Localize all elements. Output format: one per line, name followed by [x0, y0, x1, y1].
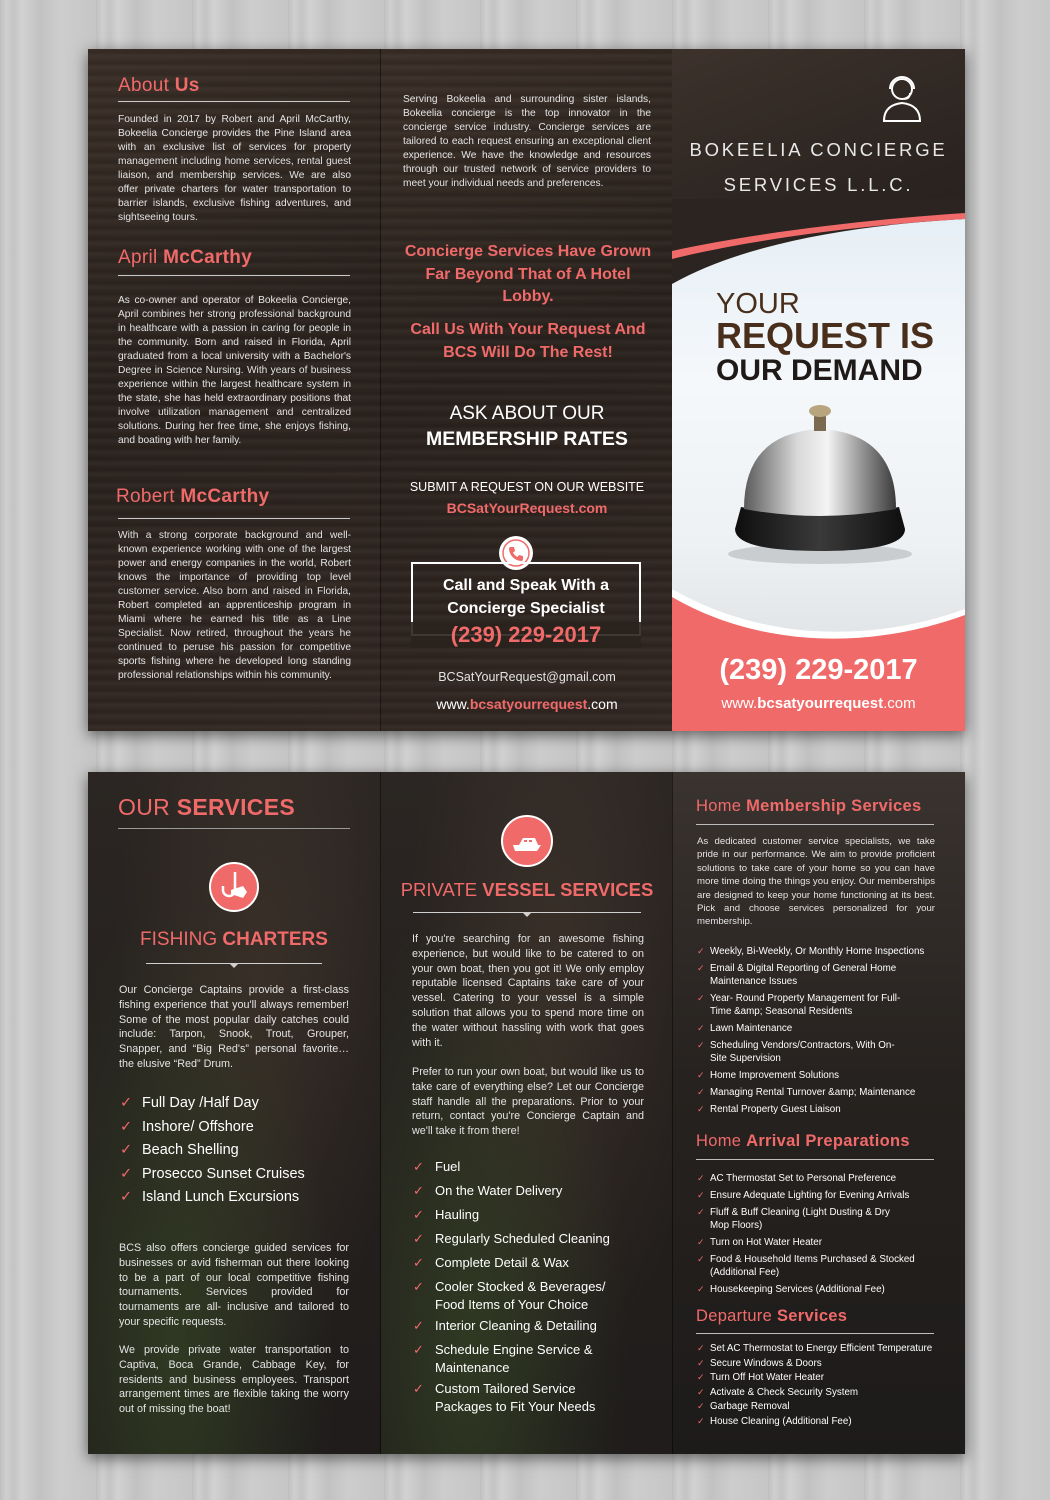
checkmark-icon: ✓: [413, 1255, 424, 1270]
headline-your: YOUR: [716, 288, 800, 320]
tagline-2: Call Us With Your Request And BCS Will Do The Rest!: [410, 321, 646, 361]
arrival-heading: [696, 1132, 935, 1151]
checkmark-icon: ✓: [697, 1372, 705, 1382]
membership-list-item: [697, 992, 905, 1018]
checkmark-icon: ✓: [413, 1231, 424, 1246]
services-heading-light: OUR: [118, 794, 177, 820]
membership-list-item: [697, 1022, 955, 1035]
vessel-item-text: Fuel: [435, 1159, 461, 1174]
checkmark-icon: ✓: [697, 993, 705, 1003]
fishing-item-text: Beach Shelling: [142, 1142, 239, 1158]
submit-site-link[interactable]: BCSatYourRequest.com: [446, 500, 608, 516]
membership-item-text: Email & Digital Reporting of General Home Maintenance Issues: [710, 963, 897, 987]
checkmark-icon: ✓: [697, 946, 705, 956]
checkmark-icon: ✓: [413, 1207, 424, 1222]
checkmark-icon: ✓: [413, 1342, 424, 1357]
membership-text: As dedicated customer service specialists, we take pride in our performance. We aim to provide proficient solutions to take care of your home so you can have more time doing the things you enjoy. Our memberships are designed to keep your home functioning at its best. Pick and choose services personalized for your membership.: [697, 836, 935, 928]
cover-phone[interactable]: (239) 229-2017: [719, 654, 918, 686]
membership-heading: [696, 797, 935, 816]
april-rule: [118, 275, 350, 276]
middle-phone[interactable]: (239) 229-2017: [411, 622, 641, 648]
fishing-heading: [88, 929, 380, 951]
about-heading-light: About: [118, 75, 175, 96]
checkmark-icon: ✓: [120, 1118, 133, 1135]
concierge-headset-icon: [872, 67, 932, 127]
membership-rates: MEMBERSHIP RATES: [426, 428, 628, 450]
membership-list-item: [697, 1103, 955, 1116]
checkmark-icon: ✓: [120, 1095, 133, 1111]
robert-heading-bold: McCarthy: [180, 486, 270, 507]
departure-rule: [696, 1333, 934, 1334]
fishing-heading-light: FISHING: [140, 929, 223, 950]
membership-item-text: Scheduling Vendors/Contractors, With On-Site Supervision: [710, 1040, 895, 1064]
vessel-list-item: [413, 1182, 653, 1200]
checkmark-icon: ✓: [697, 1207, 705, 1217]
fishing-list-item: [120, 1092, 360, 1116]
vessel-item-text: Hauling: [435, 1207, 480, 1222]
company-name-line2: SERVICES L.L.C.: [723, 174, 914, 195]
services-rule: [118, 828, 350, 829]
departure-list-item: [697, 1400, 959, 1413]
membership-item-text: Managing Rental Turnover &amp; Maintenance: [710, 1087, 916, 1098]
about-panel: [88, 49, 380, 731]
vessel-item-text: Custom Tailored Service Packages to Fit Your Needs: [435, 1381, 596, 1414]
checkmark-icon: ✓: [697, 1237, 705, 1247]
robert-rule: [118, 518, 350, 519]
contact-panel: [380, 49, 672, 731]
arrival-list-item: [697, 1206, 900, 1232]
departure-list-item: [697, 1357, 959, 1370]
membership-item-text: Year- Round Property Management for Full-Time &amp; Seasonal Residents: [710, 993, 901, 1017]
membership-list-item: [697, 1039, 905, 1065]
arrival-list-item: [697, 1189, 955, 1202]
fishing-list: [120, 1092, 360, 1210]
brochure-inside: [88, 772, 965, 1454]
service-bell-image: [720, 399, 920, 569]
fishing-item-text: Island Lunch Excursions: [142, 1189, 300, 1205]
checkmark-icon: ✓: [697, 1070, 705, 1080]
about-heading: [118, 75, 350, 97]
checkmark-icon: ✓: [120, 1165, 133, 1182]
vessel-list-item: [413, 1206, 653, 1224]
fishing-list-item: [120, 1139, 360, 1163]
vessel-list-item: [413, 1380, 635, 1415]
services-heading: [118, 794, 350, 821]
membership-item-text: Weekly, Bi-Weekly, Or Monthly Home Inspections: [710, 946, 925, 957]
checkmark-icon: ✓: [697, 1401, 705, 1411]
vessel-list-item: [413, 1341, 625, 1376]
vessel-item-text: Regularly Scheduled Cleaning: [435, 1231, 610, 1246]
checkmark-icon: ✓: [697, 1357, 705, 1368]
fishing-list-item: [120, 1116, 360, 1140]
departure-item-text: Activate & Check Security System: [710, 1386, 859, 1398]
arrival-item-text: Food & Household Items Purchased & Stocked (Additional Fee): [710, 1254, 915, 1278]
vessel-item-text: Schedule Engine Service & Maintenance: [435, 1342, 593, 1375]
checkmark-icon: ✓: [697, 963, 705, 973]
vessel-heading: [381, 879, 673, 901]
middle-web-prefix: www.: [436, 696, 470, 712]
membership-heading-light: Home: [696, 797, 747, 815]
middle-website-link[interactable]: [381, 696, 673, 712]
robert-heading: [116, 486, 350, 508]
vessel-text-2: Prefer to run your own boat, but would like us to take care of everything else? Let our Concierge staff handle all the preparations. Prior to your return, contact you're Concierge Captain and we'll take it from there!: [412, 1066, 644, 1138]
arrival-list-item: [697, 1236, 955, 1249]
headline-request: REQUEST IS: [716, 315, 935, 356]
tagline-1: Concierge Services Have Grown Far Beyond That of A Hotel Lobby.: [404, 243, 652, 305]
arrival-item-text: Turn on Hot Water Heater: [710, 1237, 822, 1248]
arrival-list: [697, 1172, 955, 1300]
checkmark-icon: ✓: [413, 1159, 424, 1174]
arrival-item-text: Fluff & Buff Cleaning (Light Dusting & Dry Mop Floors): [710, 1207, 890, 1231]
vessel-list: [413, 1158, 653, 1415]
vessel-item-text: Cooler Stocked & Beverages/ Food Items of Your Choice: [435, 1279, 606, 1312]
april-heading-light: April: [118, 247, 164, 268]
checkmark-icon: ✓: [697, 1173, 705, 1183]
checkmark-icon: ✓: [697, 1040, 705, 1050]
checkmark-icon: ✓: [120, 1189, 133, 1205]
departure-heading-bold: Services: [776, 1307, 848, 1325]
departure-list-item: [697, 1371, 959, 1384]
submit-line: SUBMIT A REQUEST ON OUR WEBSITE: [409, 480, 645, 494]
april-heading: [118, 247, 350, 269]
membership-rule: [696, 824, 934, 825]
vessel-item-text: Interior Cleaning & Detailing: [435, 1318, 597, 1333]
checkmark-icon: ✓: [413, 1183, 424, 1198]
fishing-text: Our Concierge Captains provide a first-class fishing experience that you'll always remember! Some of the most popular daily catches could include: Tarpon, Snook, Trout, Grouper, Snapper, and “Big Red's” personal favorite… the elusive “Red” Drum.: [119, 984, 349, 1070]
membership-list-item: [697, 1069, 955, 1082]
fishing-item-text: Full Day /Half Day: [142, 1095, 259, 1111]
departure-heading: [696, 1307, 935, 1326]
checkmark-icon: ✓: [697, 1104, 705, 1114]
cover-web-prefix: www.: [721, 695, 758, 712]
arrival-item-text: Ensure Adequate Lighting for Evening Arrivals: [710, 1190, 910, 1201]
departure-item-text: House Cleaning (Additional Fee): [710, 1415, 852, 1427]
arrival-list-item: [697, 1172, 955, 1185]
services-heading-bold: SERVICES: [176, 794, 296, 820]
vessel-heading-light: PRIVATE: [400, 879, 483, 900]
cover-web-main: bcsatyourrequest: [757, 695, 884, 712]
intro-text: Serving Bokeelia and surrounding sister islands, Bokeelia concierge is the top innovator in the concierge service industry. Concierge services are tailored to each request ensuring an exceptional client experience. We have the knowledge and resources through our trusted network of service providers to meet your individual needs and preferences.: [403, 94, 651, 189]
departure-list-item: [697, 1415, 959, 1428]
transport-text: We provide private water transportation to Captiva, Boca Grande, Cabbage Key, for residents and business employees. Transport arrangement times are flexible taking the worry out of missing the boat!: [119, 1344, 349, 1416]
checkmark-icon: ✓: [413, 1279, 424, 1294]
membership-list: [697, 945, 955, 1120]
robert-text: With a strong corporate background and well-known experience working with one of the largest power and energy companies in the world, Robert knows the importance of providing top level customer service. Also born and raised in Florida, Robert completed an apprenticeship program in Miami where he earned his title as a Line Specialist. Now retired, throughout the years he continued to peruse his passion for competitive sports fishing where he developed long standing professional relationships within his community.: [118, 530, 351, 681]
arrival-heading-light: Home: [696, 1132, 747, 1150]
middle-web-suffix: .com: [587, 696, 618, 712]
robert-heading-light: Robert: [116, 486, 181, 507]
checkmark-icon: ✓: [697, 1023, 705, 1033]
middle-web-main: bcsatyourrequest: [469, 696, 588, 712]
vessel-list-item: [413, 1254, 653, 1272]
membership-item-text: Rental Property Guest Liaison: [710, 1104, 841, 1115]
checkmark-icon: ✓: [120, 1142, 133, 1158]
vessel-list-item: [413, 1317, 653, 1335]
cover-website-link[interactable]: [672, 695, 965, 712]
arrival-list-item: [697, 1283, 955, 1296]
checkmark-icon: ✓: [697, 1386, 705, 1397]
departure-item-text: Garbage Removal: [710, 1401, 790, 1412]
vessel-list-item: [413, 1230, 653, 1248]
ask-line: ASK ABOUT OUR: [449, 403, 605, 424]
membership-list-item: [697, 945, 955, 958]
about-text: Founded in 2017 by Robert and April McCarthy, Bokeelia Concierge provides the Pine Island area with an exclusive list of services for property management including home services, rental guest liaison, and membership services. We are also offer private charters for water transportation to barrier islands, exclusive fishing adventures, and sightseeing tours.: [118, 114, 351, 223]
cover-panel: [672, 49, 965, 731]
call-box-text: Call and Speak With a Concierge Specialist: [442, 577, 610, 617]
membership-list-item: [697, 962, 910, 988]
membership-heading-bold: Membership Services: [746, 797, 922, 815]
vessel-item-text: On the Water Delivery: [435, 1183, 563, 1198]
fishing-list-item: [120, 1163, 360, 1187]
departure-heading-light: Departure: [696, 1307, 777, 1325]
fishing-divider: [146, 963, 322, 964]
fishing-heading-bold: CHARTERS: [222, 929, 328, 950]
arrival-item-text: Housekeeping Services (Additional Fee): [710, 1284, 885, 1295]
brochure-outside: [88, 49, 965, 731]
checkmark-icon: ✓: [697, 1284, 705, 1294]
about-rule: [118, 101, 350, 102]
vessel-list-item: [413, 1158, 653, 1176]
checkmark-icon: ✓: [697, 1254, 705, 1264]
departure-list-item: [697, 1386, 959, 1399]
vessel-item-text: Complete Detail & Wax: [435, 1255, 569, 1270]
company-name-line1: BOKEELIA CONCIERGE: [689, 139, 948, 160]
checkmark-icon: ✓: [697, 1087, 705, 1097]
guided-text: BCS also offers concierge guided services for businesses or avid fisherman out there looking to be a part of our local competitive fishing tournaments. Services provided for tournaments are all- inclusive and tailored to your specific requests.: [119, 1242, 349, 1328]
about-heading-bold: Us: [174, 75, 200, 96]
home-services-panel: [672, 772, 965, 1454]
vessel-list-item: [413, 1278, 635, 1313]
fishing-item-text: Prosecco Sunset Cruises: [142, 1165, 305, 1182]
checkmark-icon: ✓: [697, 1415, 705, 1426]
checkmark-icon: ✓: [697, 1190, 705, 1200]
arrival-item-text: AC Thermostat Set to Personal Preference: [710, 1173, 897, 1184]
arrival-rule: [696, 1159, 934, 1160]
vessel-divider: [413, 912, 641, 913]
departure-item-text: Set AC Thermostat to Energy Efficient Temperature: [710, 1343, 933, 1354]
vessel-panel: [380, 772, 672, 1454]
checkmark-icon: ✓: [413, 1381, 424, 1396]
cover-web-suffix: .com: [883, 695, 916, 712]
departure-list-item: [697, 1342, 959, 1355]
yacht-icon: [501, 815, 553, 867]
vessel-heading-bold: VESSEL SERVICES: [482, 879, 654, 900]
arrival-heading-bold: Arrival Preparations: [746, 1132, 910, 1150]
services-panel: [88, 772, 380, 1454]
membership-list-item: [697, 1086, 955, 1099]
membership-item-text: Lawn Maintenance: [710, 1023, 793, 1034]
arrival-list-item: [697, 1253, 945, 1279]
departure-item-text: Secure Windows & Doors: [710, 1357, 822, 1369]
fishing-hook-icon: [209, 862, 259, 912]
vessel-text-1: If you're searching for an awesome fishing experience, but would like to be catered to on your own boat, then you got it! We only employ reputable licensed Captains take care of your vessel. Catering to your vessel is a simple solution that allows you to spend more time on the water without hassling with work that goes with it.: [412, 933, 644, 1049]
departure-list: [697, 1342, 959, 1429]
membership-item-text: Home Improvement Solutions: [710, 1070, 840, 1081]
fishing-item-text: Inshore/ Offshore: [142, 1118, 254, 1135]
april-heading-bold: McCarthy: [163, 247, 253, 268]
fishing-list-item: [120, 1186, 360, 1210]
checkmark-icon: ✓: [413, 1318, 424, 1333]
email-link[interactable]: BCSatYourRequest@gmail.com: [438, 670, 616, 684]
checkmark-icon: ✓: [697, 1343, 705, 1353]
april-text: As co-owner and operator of Bokeelia Concierge, April combines her strong professional background in healthcare with a passion in caring for people in the community. Born and raised in Florida, April graduated from a local university with a Bachelor's Degree in Science Nursing. With years of business experience within the largest healthcare system in the state, she has held extraordinary positions that involve utilization management and centralized solutions. During her free time, she enjoys fishing, and boating with her family.: [118, 295, 351, 446]
headline-demand: OUR DEMAND: [716, 354, 923, 387]
departure-item-text: Turn Off Hot Water Heater: [710, 1372, 824, 1383]
